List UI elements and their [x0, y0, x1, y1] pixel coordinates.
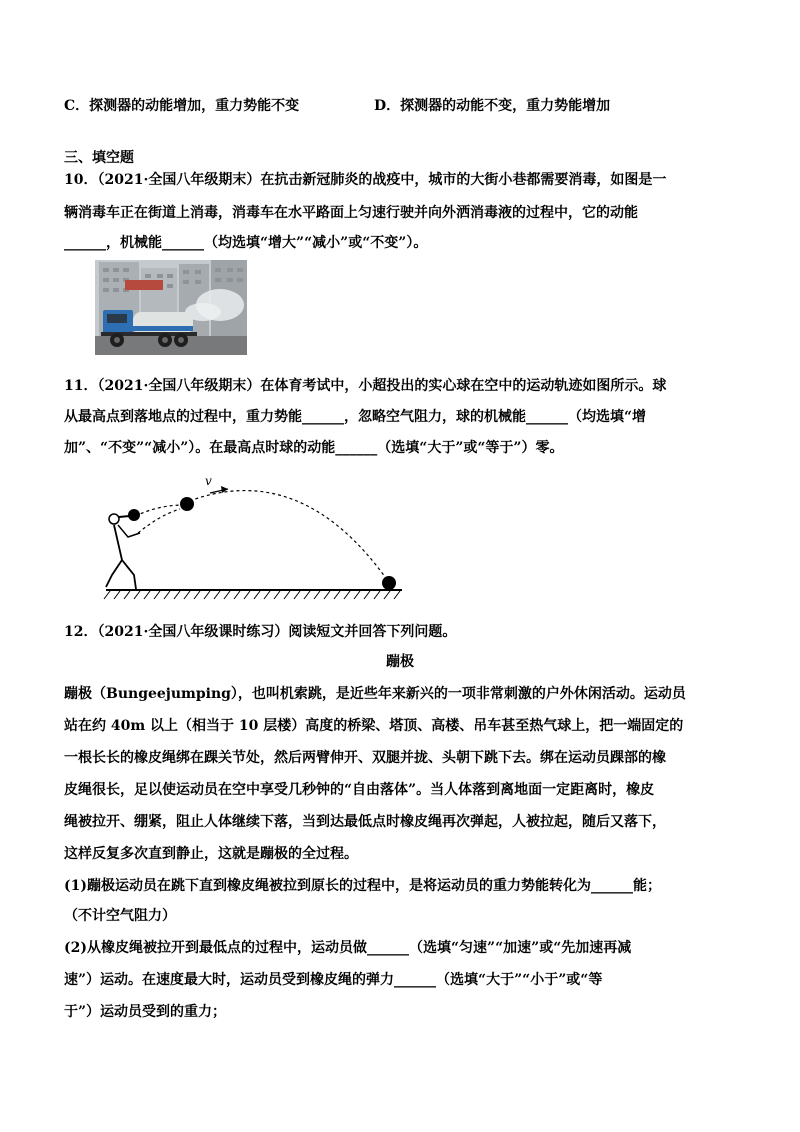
shot-put-trajectory-figure: [100, 475, 410, 605]
sub-question-2: (2)从橡皮绳被拉开到最低点的过程中，运动员做______（选填“匀速”“加速”或“先加速再减: [64, 940, 632, 956]
passage-line-1: 蹦极（Bungeejumping），也叫机索跳，是近些年来新兴的一项非常刺激的户外休闲活动。运动员: [64, 686, 686, 702]
q10-line1: [64, 170, 666, 190]
passage-line-3: 一根长长的橡皮绳绑在踝关节处，然后两臂伸开、双腿并拢、头朝下跳下去。绑在运动员踝部的橡: [64, 750, 666, 766]
q10-line3: ______，机械能______（均选填“增大”“减小”或“不变”）。: [64, 235, 428, 251]
q11-line2: 从最高点到落地点的过程中，重力势能______，忽略空气阻力，球的机械能______（均选填“增: [64, 409, 647, 425]
passage-title: 蹦极: [386, 654, 414, 670]
option-d: D．探测器的动能不变，重力势能增加: [374, 98, 611, 114]
sub-question-2-line2: 速”）运动。在速度最大时，运动员受到橡皮绳的弹力______（选填“大于”“小于”或“等: [64, 972, 603, 988]
option-c: C．探测器的动能增加，重力势能不变: [64, 98, 300, 114]
q11-line3: 加”、“不变”“减小”）。在最高点时球的动能______（选填“大于”或“等于”）零。: [64, 440, 564, 456]
q11-text-1: （2021·全国八年级期末）在体育考试中，小超投出的实心球在空中的运动轨迹如图所示。球: [97, 378, 667, 394]
trajectory-diagram: [100, 475, 410, 605]
q12-number: 12．: [64, 624, 98, 640]
q11-line1: [64, 376, 666, 396]
sub-question-1-note: （不计空气阻力）: [64, 908, 176, 924]
disinfection-truck-photo: [95, 260, 247, 355]
section-title: 三、填空题: [64, 150, 134, 166]
q11-number: 11．: [64, 378, 98, 394]
passage-line-6: 这样反复多次直到静止，这就是蹦极的全过程。: [64, 846, 358, 862]
velocity-label: v: [205, 475, 212, 488]
q10-line2: 辆消毒车正在街道上消毒，消毒车在水平路面上匀速行驶并向外洒消毒液的过程中，它的动能: [64, 205, 638, 221]
passage-line-5: 绳被拉开、绷紧，阻止人体继续下落，当到达最低点时橡皮绳再次弹起，人被拉起，随后又落下，: [64, 814, 666, 830]
passage-line-2: 站在约 40m 以上（相当于 10 层楼）高度的桥梁、塔顶、高楼、吊车甚至热气球上，把一端固定的: [64, 718, 684, 734]
passage-line-4: 皮绳很长，足以使运动员在空中享受几秒钟的“自由落体”。当人体落到离地面一定距离时，橡皮: [64, 782, 655, 798]
sub-question-2-line3: 于”）运动员受到的重力；: [64, 1004, 227, 1020]
q10-text-1: （2021·全国八年级期末）在抗击新冠肺炎的战疫中，城市的大街小巷都需要消毒，如图是一: [97, 172, 667, 188]
sub-question-1: (1)蹦极运动员在跳下直到橡皮绳被拉到原长的过程中，是将运动员的重力势能转化为______能；: [64, 878, 661, 894]
q12-intro: （2021·全国八年级课时练习）阅读短文并回答下列问题。: [97, 624, 457, 640]
q10-number: 10．: [64, 172, 98, 188]
q12-line1: [64, 622, 456, 642]
